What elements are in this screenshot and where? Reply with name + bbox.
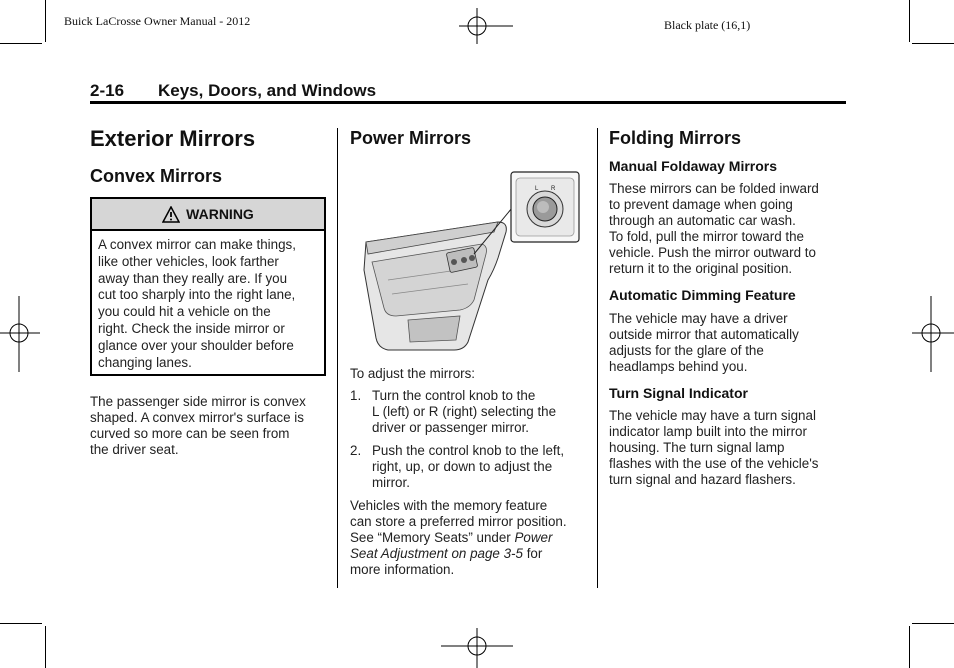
seat-adjustment-link[interactable]: Seat Adjustment on page 3-5	[350, 546, 523, 561]
turn-signal-paragraph: The vehicle may have a turn signal indicator lamp built into the mirror housing. The turn signal lamp flashes with the use of the vehicle's turn signal and hazard flashers.	[609, 408, 819, 487]
turn-signal-heading: Turn Signal Indicator	[609, 385, 748, 401]
crop-mark-bottom-right-h	[912, 623, 954, 624]
manual-foldaway-heading: Manual Foldaway Mirrors	[609, 158, 778, 174]
crop-mark-top-right-h	[912, 43, 954, 44]
crop-mark-bottom-right-v	[909, 626, 910, 668]
warning-box	[90, 197, 326, 376]
warning-label: WARNING	[186, 206, 254, 222]
crop-mark-top-left-v	[45, 0, 46, 42]
adjust-steps	[350, 388, 604, 491]
registration-mark-top	[459, 8, 513, 44]
step-1: 1. Turn the control knob to the L (left) or R (right) selecting the driver or passenger mirror.	[350, 388, 557, 435]
column-divider-2	[597, 128, 598, 588]
knob-label-l: L	[535, 186, 539, 192]
warning-header	[92, 199, 324, 231]
manual-title: Buick LaCrosse Owner Manual - 2012	[64, 14, 251, 28]
registration-mark-left	[0, 296, 40, 372]
manual-foldaway-paragraph: These mirrors can be folded inward to prevent damage when going through an automatic car wash. To fold, pull the mirror toward the vehicle. Push the mirror outward to return it to the original position.	[609, 181, 819, 276]
folding-mirrors-heading: Folding Mirrors	[609, 128, 741, 148]
door-panel-illustration	[348, 170, 582, 352]
crop-mark-top-right-v	[909, 0, 910, 42]
header-rule	[90, 101, 846, 104]
step-2: 2. Push the control knob to the left, right, up, or down to adjust the mirror.	[350, 443, 565, 490]
memory-paragraph: Vehicles with the memory feature can store a preferred mirror position. See “Memory Seats” under Power Seat Adjustment on page 3-5 for more information.	[350, 498, 567, 577]
power-seat-link[interactable]: Power	[514, 530, 553, 545]
crop-mark-bottom-left-v	[45, 626, 46, 668]
page-number: 2-16	[90, 81, 125, 100]
page-title: Exterior Mirrors	[90, 126, 256, 151]
power-mirrors-heading: Power Mirrors	[350, 128, 472, 148]
crop-mark-top-left-h	[0, 43, 42, 44]
convex-paragraph: The passenger side mirror is convex shaped. A convex mirror's surface is curved so more can be seen from the driver seat.	[90, 394, 306, 457]
auto-dimming-heading: Automatic Dimming Feature	[609, 287, 796, 303]
registration-mark-bottom	[441, 628, 513, 668]
column-divider-1	[337, 128, 338, 588]
convex-mirrors-heading: Convex Mirrors	[90, 166, 223, 186]
section-title: Keys, Doors, and Windows	[158, 81, 377, 100]
knob-label-r: R	[551, 186, 556, 192]
plate-label: Black plate (16,1)	[664, 18, 751, 32]
warning-text: A convex mirror can make things, like other vehicles, look farther away than they really are. If you cut too sharply into the right lane, you could hit a vehicle on the right. Check the inside mirror or glance over your shoulder before changing lanes.	[98, 237, 296, 370]
warning-triangle-icon	[162, 206, 180, 223]
registration-mark-right	[912, 296, 954, 372]
auto-dimming-paragraph: The vehicle may have a driver outside mirror that automatically adjusts for the glare of the headlamps behind you.	[609, 311, 799, 374]
adjust-intro: To adjust the mirrors:	[350, 366, 476, 381]
crop-mark-bottom-left-h	[0, 623, 42, 624]
